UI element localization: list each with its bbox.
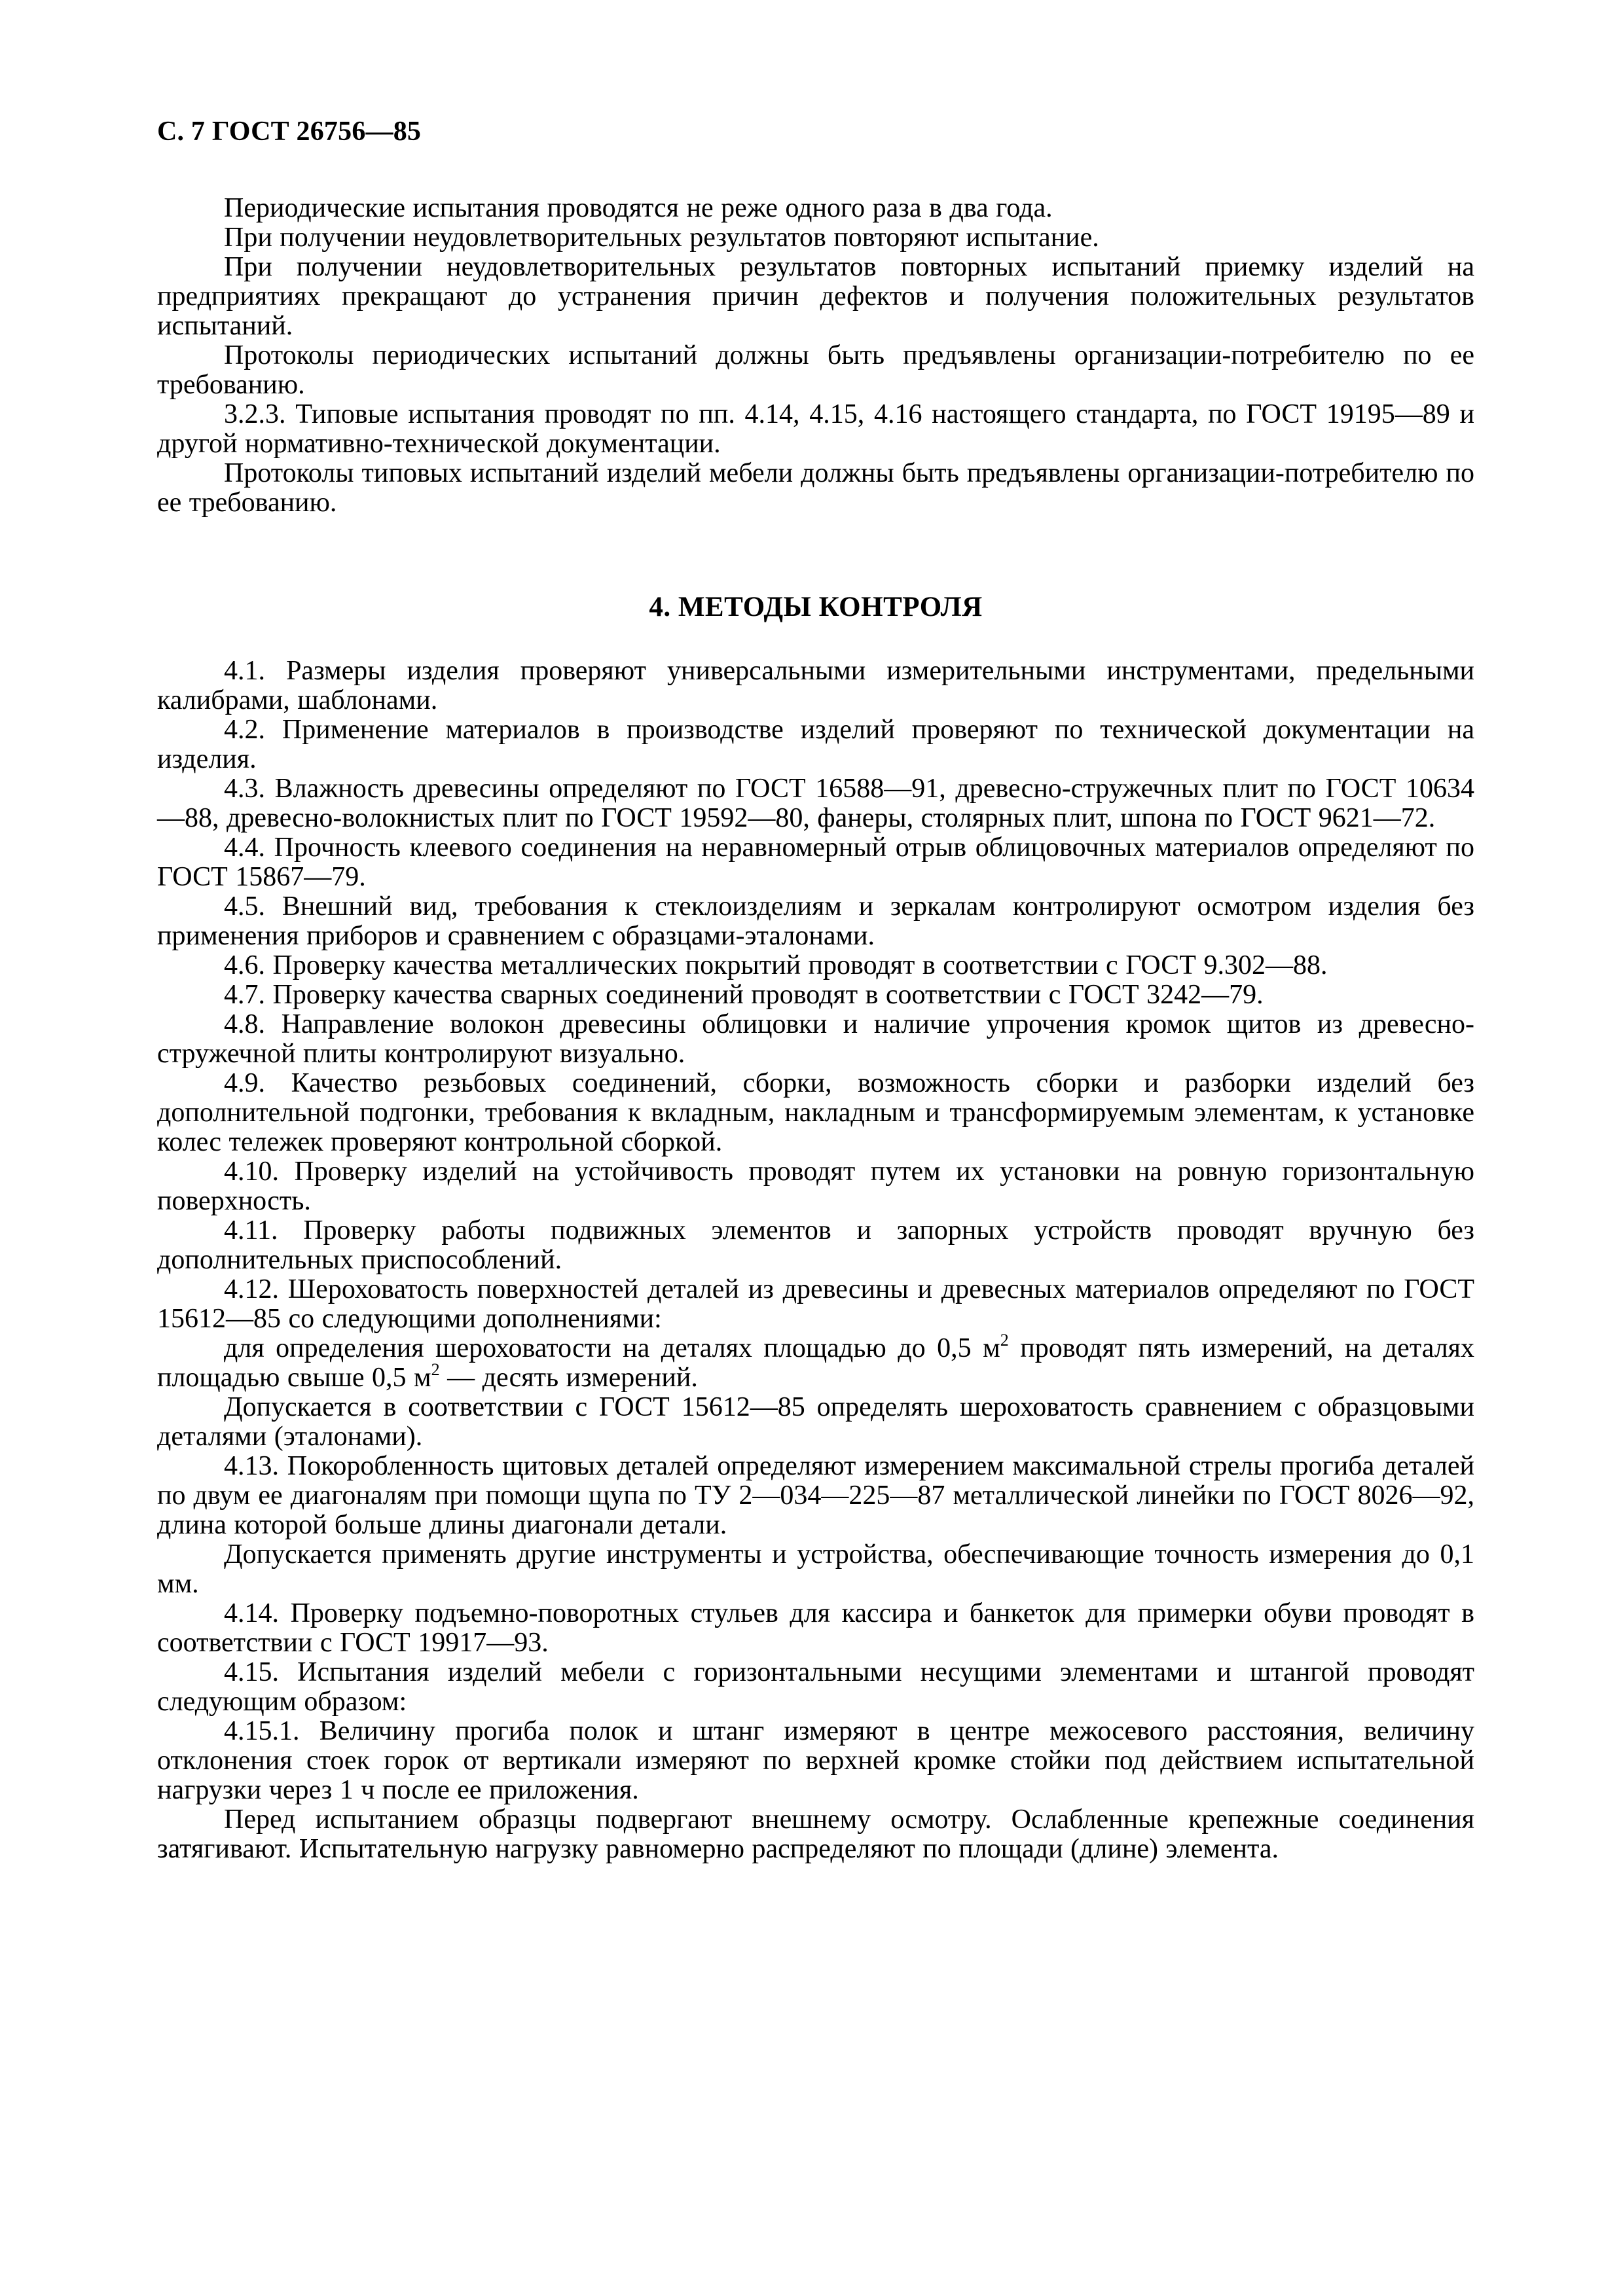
methods-text-block bbox=[157, 656, 1474, 1864]
paragraph: 4.15. Испытания изделий мебели с горизонтальными несущими элементами и штангой проводят следующим образом: bbox=[157, 1657, 1474, 1717]
paragraph: 4.10. Проверку изделий на устойчивость проводят путем их установки на ровную горизонтальную поверхность. bbox=[157, 1157, 1474, 1216]
paragraph: 4.14. Проверку подъемно-поворотных стульев для кассира и банкеток для примерки обуви проводят в соответствии с ГОСТ 19917—93. bbox=[157, 1598, 1474, 1658]
paragraph-4-12-detail bbox=[157, 1331, 1474, 1393]
paragraph: Периодические испытания проводятся не реже одного раза в два года. bbox=[224, 193, 1053, 223]
paragraph: 4.13. Покоробленность щитовых деталей определяют измерением максимальной стрелы прогиба деталей по двум ее диагоналям при помощи щупа по ТУ 2—034—225—87 металлической линейки по ГОСТ 8026—92, длина которой больше длины диагонали детали. bbox=[157, 1451, 1474, 1540]
paragraph: 4.5. Внешний вид, требования к стеклоизделиям и зеркалам контролируют осмотром изделия без применения приборов и сравнением с образцами-эталонами. bbox=[157, 891, 1474, 951]
paragraph: 4.7. Проверку качества сварных соединений проводят в соответствии с ГОСТ 3242—79. bbox=[224, 980, 1264, 1010]
superscript: 2 bbox=[1000, 1331, 1009, 1350]
paragraph: Перед испытанием образцы подвергают внешнему осмотру. Ослабленные крепежные соединения затягивают. Испытательную нагрузку равномерно распределяют по площади (длине) элемента. bbox=[157, 1804, 1474, 1864]
paragraph: 4.4. Прочность клеевого соединения на неравномерный отрыв облицовочных материалов определяют по ГОСТ 15867—79. bbox=[157, 833, 1474, 892]
text-run: для определения шероховатости на деталях площадью до 0,5 м bbox=[224, 1333, 1000, 1363]
paragraph: При получении неудовлетворительных результатов повторяют испытание. bbox=[224, 223, 1099, 253]
paragraph: 4.1. Размеры изделия проверяют универсальными измерительными инструментами, предельными калибрами, шаблонами. bbox=[157, 656, 1474, 715]
paragraph: Протоколы периодических испытаний должны быть предъявлены организации-потребителю по ее требованию. bbox=[157, 340, 1474, 400]
paragraph: 4.6. Проверку качества металлических покрытий проводят в соответствии с ГОСТ 9.302—88. bbox=[224, 950, 1328, 980]
paragraph: Допускается применять другие инструменты и устройства, обеспечивающие точность измерения до 0,1 мм. bbox=[157, 1539, 1474, 1599]
section-heading: 4. МЕТОДЫ КОНТРОЛЯ bbox=[649, 592, 983, 622]
paragraph: 4.11. Проверку работы подвижных элементов и запорных устройств проводят вручную без дополнительных приспособлений. bbox=[157, 1215, 1474, 1275]
paragraph: 4.8. Направление волокон древесины облицовки и наличие упрочения кромок щитов из древесно-стружечной плиты контролируют визуально. bbox=[157, 1009, 1474, 1069]
paragraph: 3.2.3. Типовые испытания проводят по пп. 4.14, 4.15, 4.16 настоящего стандарта, по ГОСТ 19195—89 и другой нормативно-технической документации. bbox=[157, 399, 1474, 459]
paragraph: Протоколы типовых испытаний изделий мебели должны быть предъявлены организации-потребителю по ее требованию. bbox=[157, 458, 1474, 518]
paragraph: 4.3. Влажность древесины определяют по ГОСТ 16588—91, древесно-стружечных плит по ГОСТ 10634—88, древесно-волокнистых плит по ГОСТ 19592—80, фанеры, столярных плит, шпона по ГОСТ 9621—72. bbox=[157, 774, 1474, 833]
paragraph: 4.15.1. Величину прогиба полок и штанг измеряют в центре межосевого расстояния, величину отклонения стоек горок от вертикали измеряют по верхней кромке стойки под действием испытательной нагрузки через 1 ч после ее приложения. bbox=[157, 1716, 1474, 1805]
superscript: 2 bbox=[431, 1360, 440, 1379]
running-header: С. 7 ГОСТ 26756—85 bbox=[157, 117, 422, 147]
paragraph: Допускается в соответствии с ГОСТ 15612—85 определять шероховатость сравнением с образцовыми деталями (эталонами). bbox=[157, 1392, 1474, 1452]
text-run: проводят пять измерений, на деталях площадью свыше 0,5 м bbox=[157, 1333, 1474, 1393]
top-text-block bbox=[157, 194, 1474, 518]
paragraph: 4.2. Применение материалов в производстве изделий проверяют по технической документации на изделия. bbox=[157, 715, 1474, 774]
paragraph: При получении неудовлетворительных результатов повторных испытаний приемку изделий на предприятиях прекращают до устранения причин дефектов и получения положительных результатов испытаний. bbox=[157, 252, 1474, 341]
text-run: — десять измерений. bbox=[439, 1363, 698, 1393]
paragraph: 4.9. Качество резьбовых соединений, сборки, возможность сборки и разборки изделий без дополнительной подгонки, требования к вкладным, накладным и трансформируемым элементам, к установке колес тележек проверяют контрольной сборкой. bbox=[157, 1068, 1474, 1157]
paragraph: 4.12. Шероховатость поверхностей деталей из древесины и древесных материалов определяют по ГОСТ 15612—85 со следующими дополнениями: bbox=[157, 1274, 1474, 1334]
